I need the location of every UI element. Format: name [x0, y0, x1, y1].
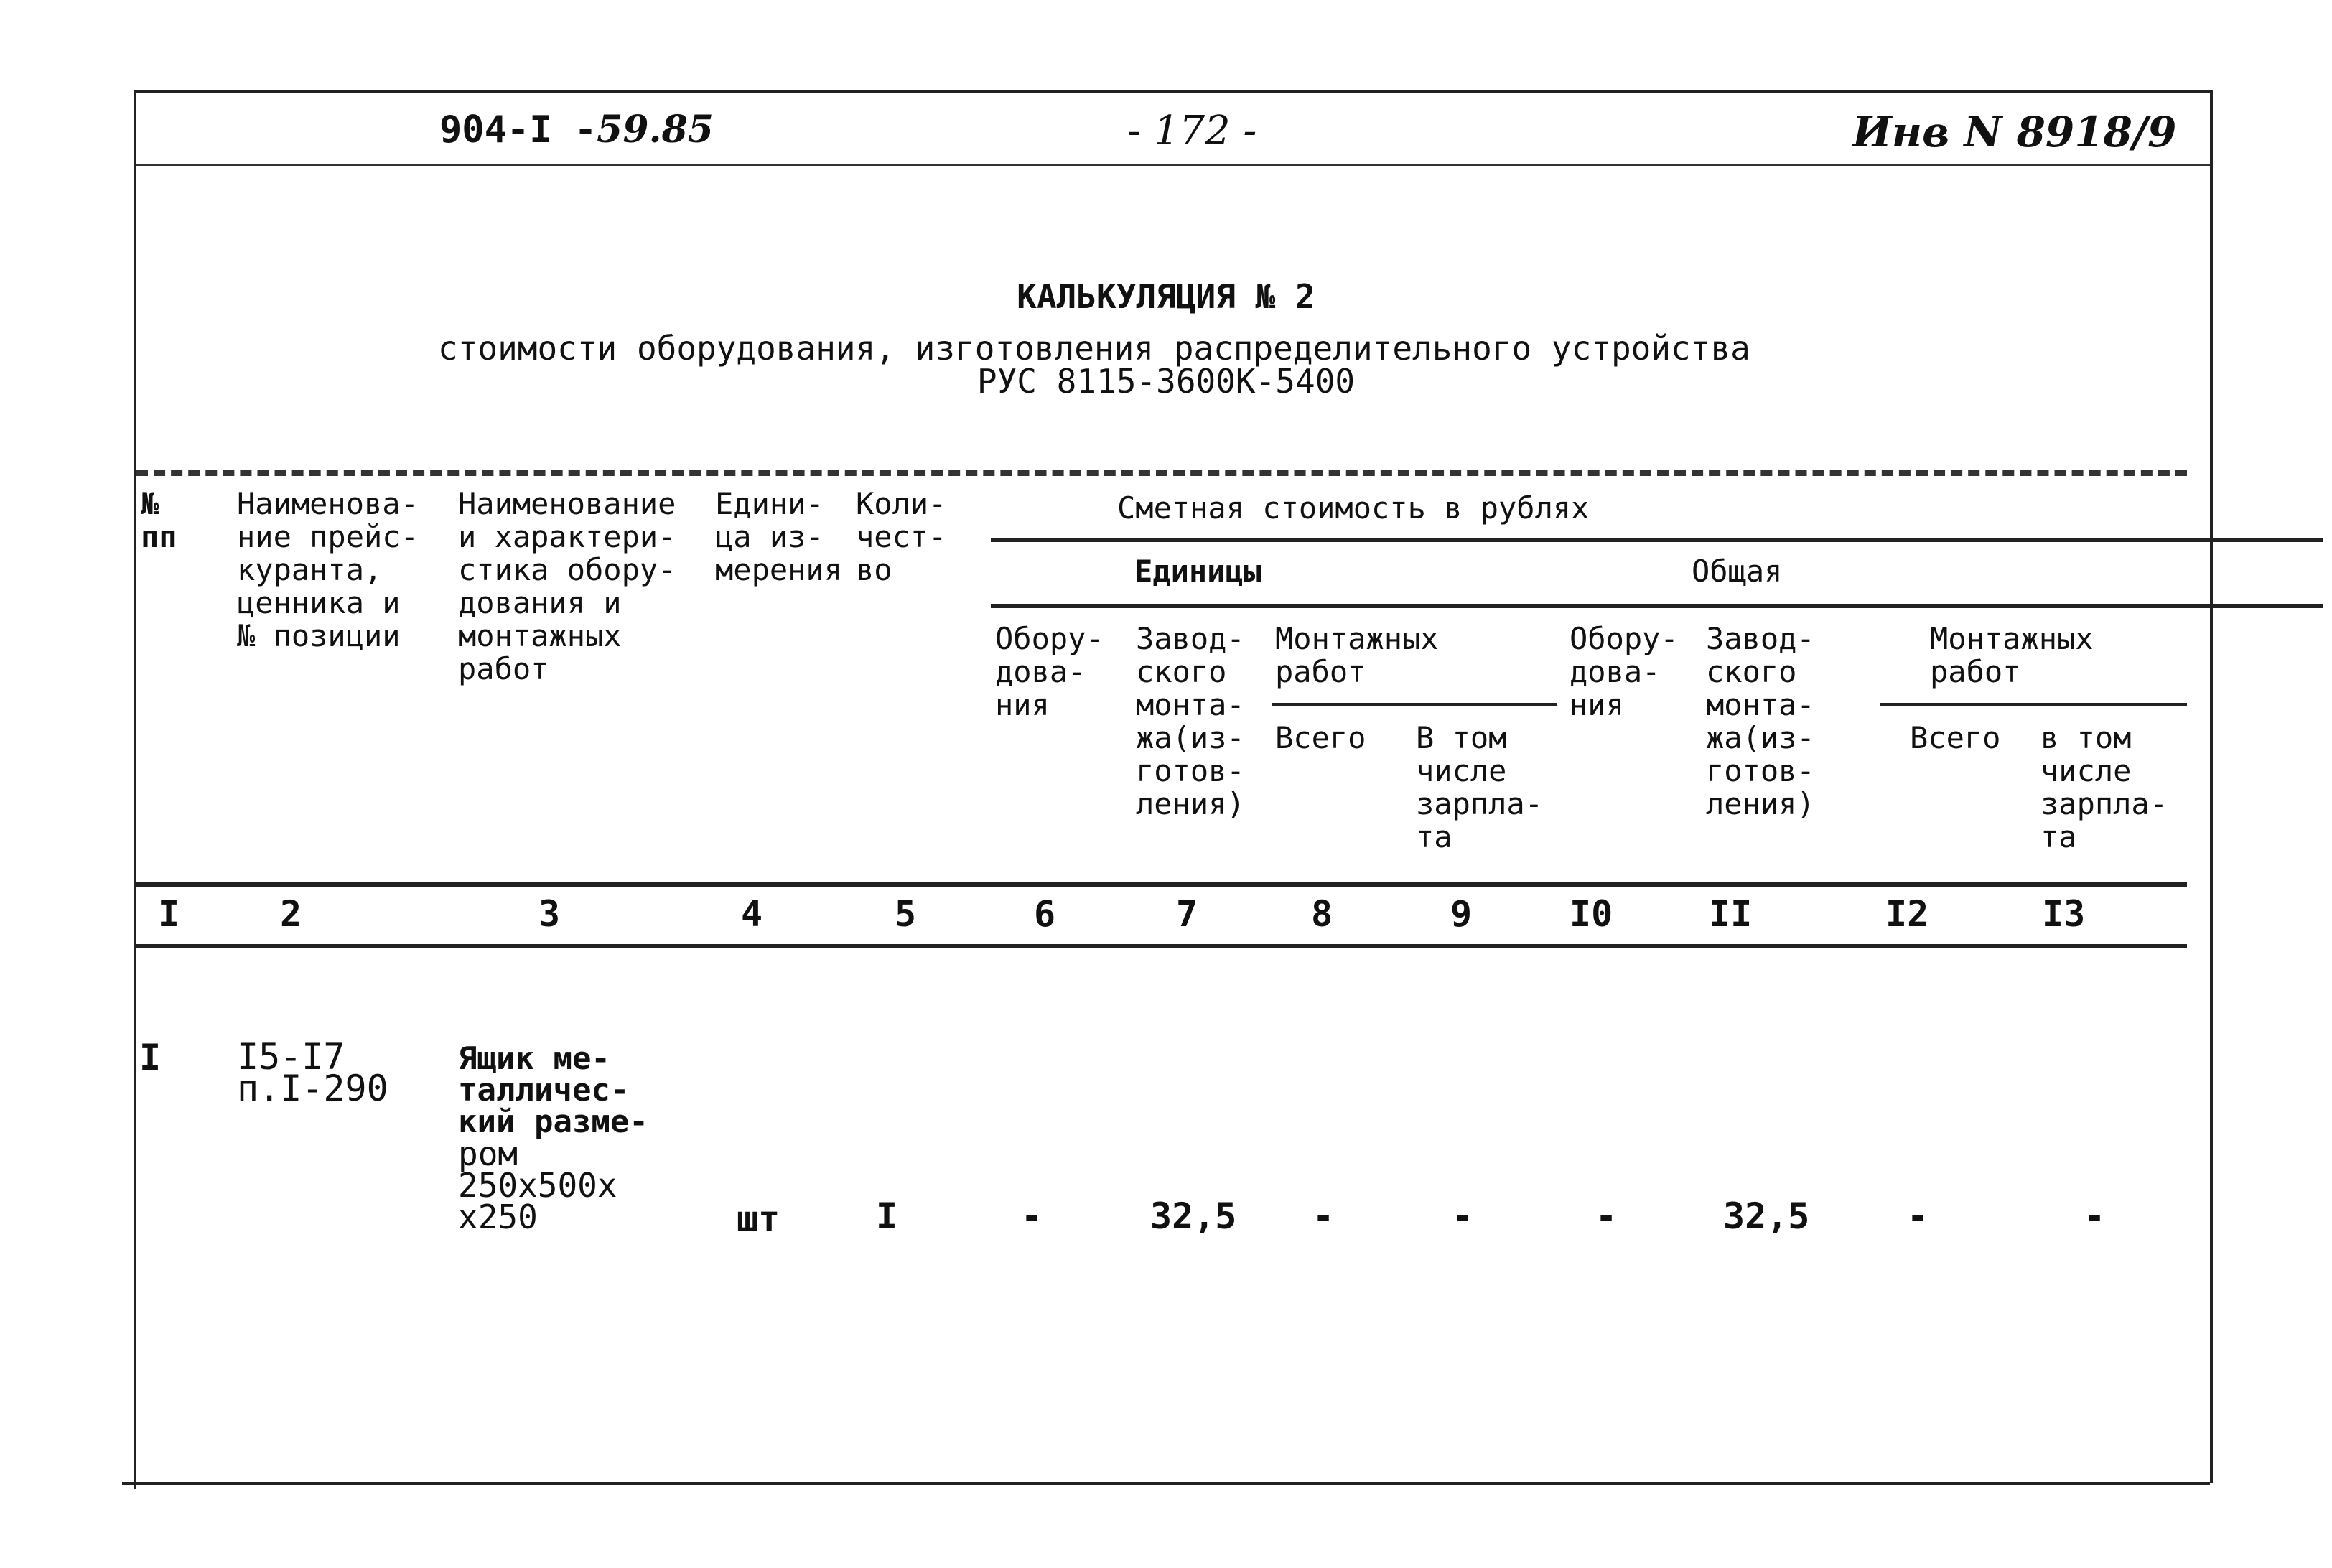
col-number-9: 9: [1450, 893, 1473, 935]
col-number-10: I0: [1570, 893, 1613, 935]
row-c6: -: [1021, 1195, 1043, 1237]
col-number-4: 4: [741, 893, 763, 935]
row-unit: шт: [737, 1198, 780, 1240]
row-c11: 32,5: [1723, 1195, 1810, 1237]
header-col-8: Всего: [1275, 720, 1366, 755]
document-code-printed: 904-I -: [439, 108, 597, 151]
col-number-12: I2: [1885, 893, 1929, 935]
rule-under-subgroups: [991, 604, 2323, 608]
header-col-1: № пп: [141, 486, 177, 554]
document-code: [439, 108, 714, 151]
row-pricelist: I5-I7 п.I-290: [237, 1036, 388, 1109]
row-c8: -: [1312, 1195, 1335, 1237]
row-qty: I: [876, 1195, 898, 1237]
table-top-rule: [136, 470, 2187, 476]
row-c12: -: [1907, 1195, 1929, 1237]
header-col-10: Обору- дова- ния: [1570, 621, 1679, 722]
rule-under-group: [991, 538, 2323, 542]
rule-below-col-numbers: [136, 944, 2187, 948]
page-number: - 172 -: [1127, 108, 1257, 154]
frame-bottom-border: [122, 1482, 2210, 1485]
document-subtitle: стоимости оборудования, изготовления распределительного устройства: [438, 329, 1750, 368]
col-number-11: II: [1709, 893, 1753, 935]
header-divider: [136, 164, 2211, 166]
header-group-estimate: Сметная стоимость в рублях: [1117, 490, 1590, 526]
row-c10: -: [1595, 1195, 1618, 1237]
header-col-3: Наименование и характери- стика обору- дования и монтажных работ: [458, 486, 676, 686]
row-c7: 32,5: [1150, 1195, 1237, 1237]
header-group-total: Общая: [1692, 554, 1783, 589]
header-col-9: В том числе зарпла- та: [1416, 720, 1544, 854]
header-col-7: Завод- ского монта- жа(из- готов- ления): [1136, 621, 1245, 821]
col-number-1: I: [158, 893, 180, 935]
col-number-6: 6: [1034, 893, 1056, 935]
inventory-number: Инв N 8918/9: [1852, 108, 2177, 157]
col-number-2: 2: [280, 893, 302, 935]
row-number: I: [139, 1037, 162, 1078]
col-number-8: 8: [1311, 893, 1333, 935]
header-mont-total: Монтажных работ: [1930, 621, 2094, 689]
frame-top-border: [134, 90, 2213, 93]
header-col-12: Всего: [1910, 720, 2001, 755]
header-col-2: Наименова- ние прейс- куранта, ценника и № позиции: [237, 486, 419, 653]
header-col-6: Обору- дова- ния: [995, 621, 1104, 722]
rule-under-mont-unit: [1272, 703, 1557, 706]
device-designation: РУС 8115-3600К-5400: [976, 362, 1356, 401]
rule-under-mont-total: [1880, 703, 2187, 706]
document-title: КАЛЬКУЛЯЦИЯ № 2: [1017, 277, 1315, 316]
col-number-13: I3: [2042, 893, 2086, 935]
header-group-unit: Единицы: [1134, 554, 1262, 589]
col-number-3: 3: [538, 893, 561, 935]
col-number-5: 5: [895, 893, 917, 935]
row-name-rest: ром 250х500х х250: [458, 1134, 617, 1236]
row-c13: -: [2084, 1195, 2106, 1237]
header-mont-unit: Монтажных работ: [1275, 621, 1439, 689]
row-name-bold: Ящик ме- талличес- кий разме-: [458, 1040, 648, 1140]
header-col-4: Едини- ца из- мерения: [715, 486, 843, 587]
header-col-5: Коли- чест- во: [856, 486, 947, 587]
col-number-7: 7: [1176, 893, 1198, 935]
header-col-11: Завод- ского монта- жа(из- готов- ления): [1706, 621, 1815, 821]
document-code-handwritten: 59.85: [597, 108, 714, 151]
header-col-13: в том числе зарпла- та: [2040, 720, 2168, 854]
rule-above-col-numbers: [136, 882, 2187, 887]
row-c9: -: [1452, 1195, 1474, 1237]
